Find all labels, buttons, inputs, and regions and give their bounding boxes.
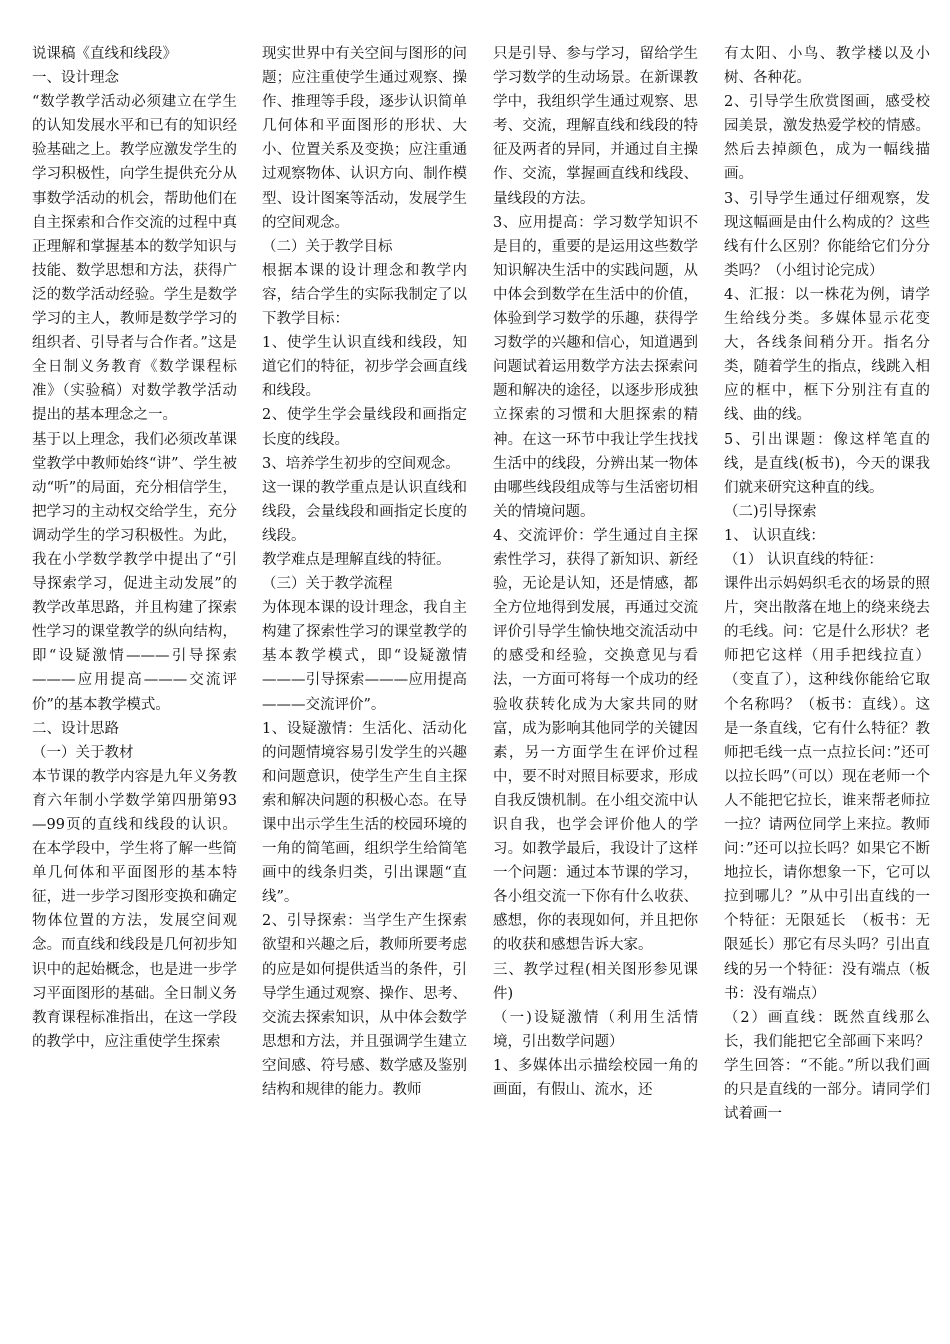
subsection-heading: （二）关于教学目标: [262, 238, 393, 255]
subsection-heading: （三）关于教学流程: [262, 576, 393, 593]
doc-title: 说课稿《直线和线段》: [32, 46, 177, 62]
list-item: 2、引导学生欣赏图画，感受校园美景，激发热爱学校的情感。然后去掉颜色，成为一幅线描画。: [724, 94, 930, 183]
list-item: 4、汇报：以一株花为例，请学生给线分类。多媒体显示花变大，各线条间稍分开。指名分类，随着学生的指点，线跳入相应的框中，框下分别注有直的线、曲的线。: [724, 286, 930, 424]
paragraph: 只是引导、参与学习，留给学生学习数学的生动场景。在新课教学中，我组织学生通过观察、思考、交流，理解直线和线段的特征及两者的异同，并通过自主操作、交流，掌握画直线和线段、量线段的方法。: [493, 46, 698, 207]
paragraph: 课件出示妈妈织毛衣的场景的照片，突出散落在地上的绕来绕去的毛线。问：它是什么形状？老师把它这样（用手把线拉直）（变直了），这种线你能给它取个名称吗？（板书：直线）。这是一条直线，它有什么特征？教师把毛线一点一点拉长问：”还可以拉长吗”（可以）现在老师一个人不能把它拉长，谁来帮老师拉一拉？请两位同学上来拉。教师问：”还可以拉长吗？如果它不断地拉长，请你想象一下，它可以拉到哪儿？”从中引出直线的一个特征：无限延长 （板书：无限延长）那它有尽头吗？引出直线的另一个特征：没有端点（板书：没有端点）: [724, 576, 930, 1002]
paragraph: 基于以上理念，我们必须改革课堂教学中教师始终“讲”、学生被动“听”的局面，充分相信学生，把学习的主动权交给学生，充分调动学生的学习积极性。为此，我在小学数学教学中提出了“引导探索学习，促进主动发展”的教学改革思路，并且构建了探索性学习的课堂教学的纵向结构，即“设疑激情———引导探索———应用提高———交流评价”的基本教学模式。: [32, 431, 237, 713]
text-column-4: [724, 42, 930, 1126]
paragraph: 这一课的教学重点是认识直线和线段，会量线段和画指定长度的线段。: [262, 479, 467, 544]
list-item: 1、 认识直线：: [724, 527, 825, 544]
paragraph: 现实世界中有关空间与图形的问题；应注重使学生通过观察、操作、推理等手段，逐步认识简单几何体和平面图形的形状、大小、位置关系及变换；应注重通过观察物体、认识方向、制作模型、设计图案等活动，发展学生的空间观念。: [262, 46, 467, 231]
list-item: 3、引导学生通过仔细观察，发现这幅画是由什么构成的？这些线有什么区别？你能给它们分分类吗？（小组讨论完成）: [724, 190, 930, 279]
list-item: 1、多媒体出示描绘校园一角的画面，有假山、流水，还: [493, 1057, 698, 1099]
list-item: 1、设疑激情：生活化、活动化的问题情境容易引发学生的兴趣和问题意识，使学生产生自主探索和解决问题的积极心态。在导课中出示学生生活的校园环境的一角的简笔画，组织学生给简笔画中的线条归类，引出课题“直线”。: [262, 720, 467, 906]
paragraph: 根据本课的设计理念和教学内容，结合学生的实际我制定了以下教学目标：: [262, 262, 467, 328]
paragraph: 教学难点是理解直线的特征。: [262, 551, 451, 568]
list-item: 2、引导探索：当学生产生探索欲望和兴趣之后，教师所要考虑的应是如何提供适当的条件，引导学生通过观察、操作、思考、交流去探索知识，从中体会数学思想和方法，并且强调学生建立空间感、符号感、数学感及鉴别结构和规律的能力。教师: [262, 913, 467, 1099]
subsection-heading: （二)引导探索: [724, 503, 817, 520]
section-heading: 二、设计思路: [32, 720, 119, 737]
paragraph: 为体现本课的设计理念，我自主构建了探索性学习的课堂教学的基本教学模式，即“设疑激情———引导探索———应用提高———交流评价”。: [262, 600, 467, 713]
list-item: 3、应用提高：学习数学知识不是目的，重要的是运用这些数学知识解决生活中的实践问题，从中体会到数学在生活中的价值，体验到学习数学的乐趣，获得学习数学的兴趣和信心，知道遇到问题试着运用数学方法去探索问题和解决的途径，以逐步形成独立探索的习惯和大胆探索的精神。在这一环节中我让学生找找生活中的线段，分辨出某一物体由哪些线段组成等与生活密切相关的情境问题。: [493, 214, 698, 520]
text-column-2: [262, 42, 467, 1102]
paragraph: 有太阳、小鸟、教学楼以及小树、各种花。: [724, 46, 930, 87]
list-item: 5、引出课题：像这样笔直的线，是直线(板书)，今天的课我们就来研究这种直的线。: [724, 431, 930, 496]
list-item: 1、使学生认识直线和线段，知道它们的特征，初步学会画直线和线段。: [262, 335, 467, 400]
list-item: 2、使学生学会量线段和画指定长度的线段。: [262, 407, 467, 448]
subsection-heading: （一）关于教材: [32, 744, 134, 761]
text-column-1: [32, 42, 237, 1054]
paragraph: （2）画直线：既然直线那么长，我们能把它全部画下来吗？学生回答：“不能。”所以我们画的只是直线的一部分。请同学们试着画一: [724, 1009, 930, 1123]
subsection-heading: （一)设疑激情（利用生活情境，引出数学问题）: [493, 1009, 698, 1050]
list-item: 3、培养学生初步的空间观念。: [262, 455, 460, 472]
paragraph: “数学教学活动必须建立在学生的认知发展水平和已有的知识经验基础之上。教学应激发学生的学习积极性，向学生提供充分从事数学活动的机会，帮助他们在自主探索和合作交流的过程中真正理解和掌握基本的数学知识与技能、数学思想和方法，获得广泛的数学活动经验。学生是数学学习的主人，教师是数学学习的组织者、引导者与合作者。”这是全日制义务教育《数学课程标准》（实验稿）对数学教学活动提出的基本理念之一。: [32, 94, 237, 424]
paragraph: 本节课的教学内容是九年义务教育六年制小学数学第四册第93—99页的直线和线段的认识。在本学段中，学生将了解一些简单几何体和平面图形的基本特征，进一步学习图形变换和确定物体位置的方法，发展空间观念。而直线和线段是几何初步知识中的起始概念，也是进一步学习平面图形的基础。全日制义务教育课程标准指出，在这一学段的教学中，应注重使学生探索: [32, 768, 237, 1050]
list-item: 4、交流评价：学生通过自主探索性学习，获得了新知识、新经验，无论是认知，还是情感，都全方位地得到发展，再通过交流评价引导学生愉快地交流活动中的感受和经验，交换意见与看法，一方面可将每一个成功的经验收获转化成为大家共同的财富，成为影响其他同学的关键因素，另一方面学生在评价过程中，要不时对照目标要求，形成自我反馈机制。在小组交流中认识自我，也学会评价他人的学习。如教学最后，我设计了这样一个问题：通过本节课的学习，各小组交流一下你有什么收获、感想，你的表现如何，并且把你的收获和感想告诉大家。: [493, 527, 698, 954]
list-item: （1） 认识直线的特征：: [724, 551, 883, 568]
section-heading: 一、设计理念: [32, 70, 119, 87]
text-column-3: [493, 42, 698, 1102]
section-heading: 三、教学过程(相关图形参见课件): [493, 961, 698, 1002]
